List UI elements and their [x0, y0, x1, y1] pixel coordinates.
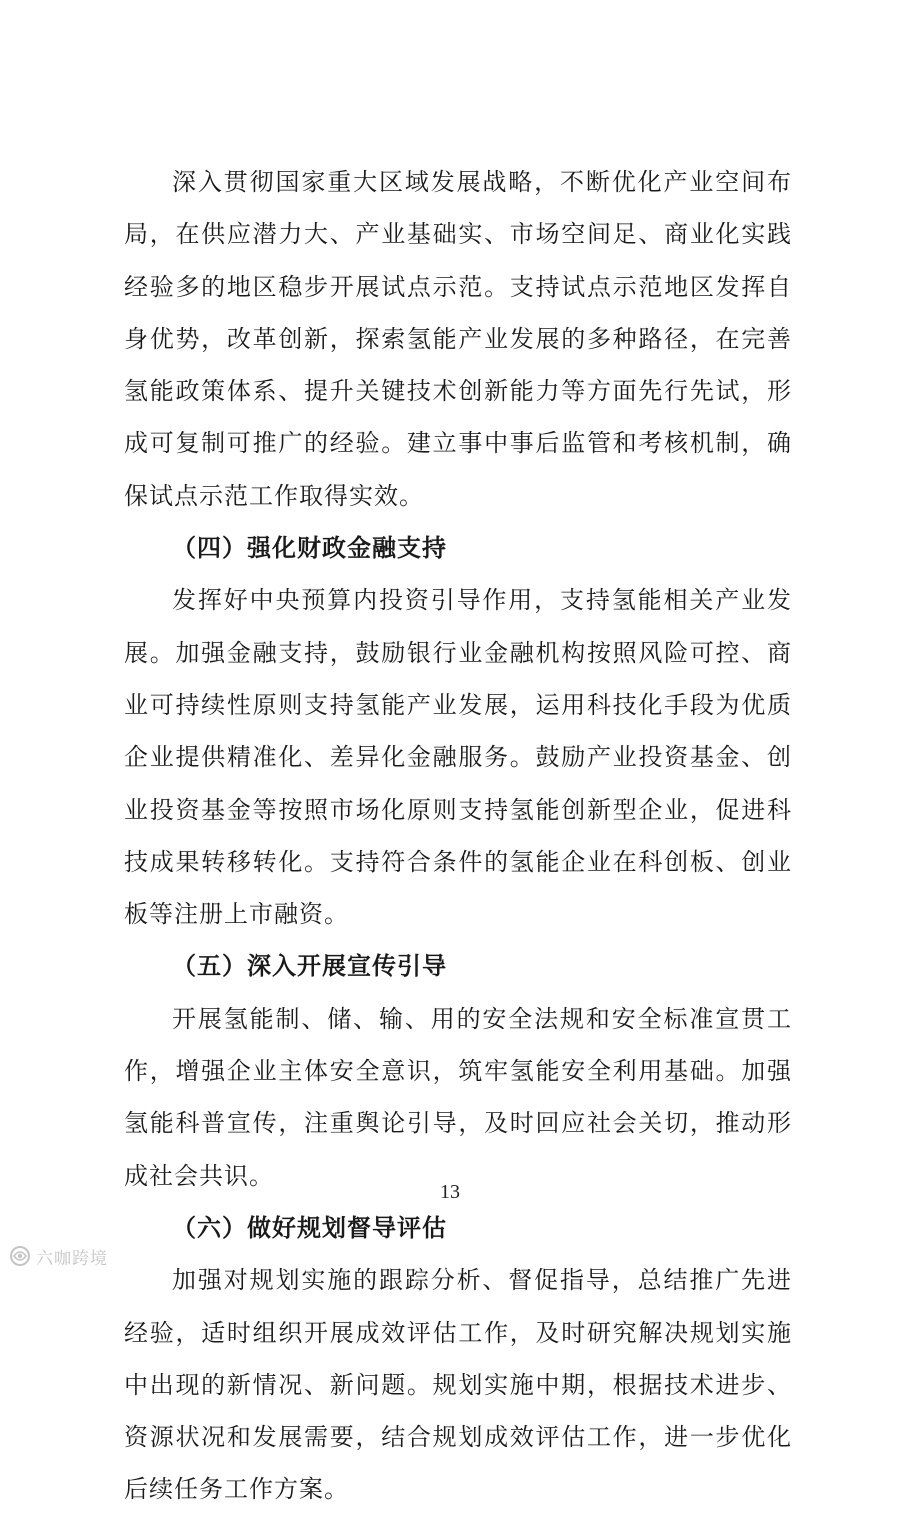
paragraph-evaluation: 加强对规划实施的跟踪分析、督促指导，总结推广先进经验，适时组织开展成效评估工作，及时研究解决规划实施中出现的新情况、新问题。规划实施中期，根据技术进步、资源状况和发展需要，结合规划成效评估工作，进一步优化后续任务工作方案。 [124, 1266, 792, 1504]
section-heading-publicity: （五）深入开展宣传引导 [172, 951, 447, 981]
watermark-text: 六咖跨境 [36, 1248, 108, 1269]
page-number: 13 [440, 1181, 460, 1203]
section-heading-finance: （四）强化财政金融支持 [172, 533, 447, 563]
paragraph-finance-support: 发挥好中央预算内投资引导作用，支持氢能相关产业发展。加强金融支持，鼓励银行业金融机构按照风险可控、商业可持续性原则支持氢能产业发展，运用科技化手段为优质企业提供精准化、差异化金融服务。鼓励产业投资基金、创业投资基金等按照市场化原则支持氢能创新型企业，促进科技成果转移转化。支持符合条件的氢能企业在科创板、创业板等注册上市融资。 [124, 586, 792, 929]
watermark [8, 1243, 108, 1269]
document-body [124, 156, 792, 1516]
paragraph-publicity: 开展氢能制、储、输、用的安全法规和安全标准宣贯工作，增强企业主体安全意识，筑牢氢能安全利用基础。加强氢能科普宣传，注重舆论引导，及时回应社会关切，推动形成社会共识。 [124, 1004, 792, 1190]
paragraph-pilot-demonstration: 深入贯彻国家重大区域发展战略，不断优化产业空间布局，在供应潜力大、产业基础实、市场空间足、商业化实践经验多的地区稳步开展试点示范。支持试点示范地区发挥自身优势，改革创新，探索氢能产业发展的多种路径，在完善氢能政策体系、提升关键技术创新能力等方面先行先试，形成可复制可推广的经验。建立事中事后监管和考核机制，确保试点示范工作取得实效。 [124, 168, 792, 510]
brand-logo-icon [8, 1244, 32, 1268]
section-heading-evaluation: （六）做好规划督导评估 [172, 1212, 447, 1242]
